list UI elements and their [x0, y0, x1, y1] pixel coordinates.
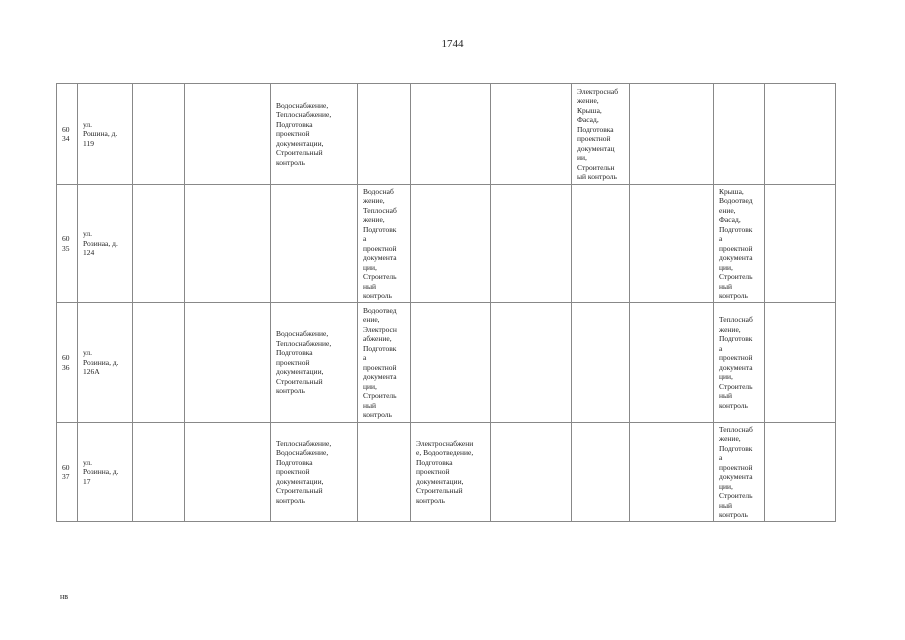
footer-mark: нв — [60, 592, 69, 601]
works-cell — [271, 185, 358, 303]
cell-empty — [491, 185, 572, 303]
row-number: 60 36 — [57, 303, 78, 423]
works-cell: Водоснаб жение, Теплоснаб жение, Подготовк а проектной документа ции, Строитель ный контроль — [358, 185, 411, 303]
cell-empty — [630, 185, 714, 303]
cell-empty — [765, 423, 836, 522]
cell-empty — [491, 84, 572, 185]
cell-empty — [630, 84, 714, 185]
cell-empty — [185, 84, 271, 185]
street-address: ул. Розинна, д. 17 — [78, 423, 133, 522]
table-row — [57, 423, 836, 522]
works-cell: Крыша, Водоотвед ение, Фасад, Подготовк а проектной документа ции, Строитель ный контроль — [714, 185, 765, 303]
cell-empty — [185, 423, 271, 522]
cell-empty — [491, 423, 572, 522]
cell-empty — [491, 303, 572, 423]
cell-empty — [133, 185, 185, 303]
works-cell — [572, 423, 630, 522]
works-cell — [572, 303, 630, 423]
row-number: 60 35 — [57, 185, 78, 303]
works-cell — [358, 84, 411, 185]
works-cell: Электроснабжени е, Водоотведение, Подготовка проектной документации, Строительный контроль — [411, 423, 491, 522]
table-row — [57, 185, 836, 303]
cell-empty — [185, 303, 271, 423]
row-number: 60 37 — [57, 423, 78, 522]
cell-empty — [765, 303, 836, 423]
row-number: 60 34 — [57, 84, 78, 185]
works-cell — [572, 185, 630, 303]
works-cell: Водоснабжение, Теплоснабжение, Подготовка проектной документации, Строительный контроль — [271, 303, 358, 423]
cell-empty — [630, 423, 714, 522]
table-row — [57, 303, 836, 423]
cell-empty — [765, 185, 836, 303]
works-cell — [411, 185, 491, 303]
works-cell: Водоотвед ение, Электросн абжение, Подготовк а проектной документа ции, Строитель ный контроль — [358, 303, 411, 423]
cell-empty — [133, 84, 185, 185]
street-address: ул. Рошина, д. 119 — [78, 84, 133, 185]
cell-empty — [765, 84, 836, 185]
street-address: ул. Розиниа, д. 126А — [78, 303, 133, 423]
works-cell: Электроснаб жение, Крыша, Фасад, Подготовка проектной документац ии, Строительн ый контроль — [572, 84, 630, 185]
works-cell: Теплоснаб жение, Подготовк а проектной документа ции, Строитель ный контроль — [714, 303, 765, 423]
cell-empty — [133, 423, 185, 522]
works-cell — [358, 423, 411, 522]
works-cell — [714, 84, 765, 185]
works-cell: Теплоснабжение, Водоснабжение, Подготовка проектной документации, Строительный контроль — [271, 423, 358, 522]
works-cell: Водоснабжение, Теплоснабжение, Подготовка проектной документации, Строительный контроль — [271, 84, 358, 185]
table-row — [57, 84, 836, 185]
page-number: 1744 — [441, 38, 464, 50]
cell-empty — [133, 303, 185, 423]
cell-empty — [630, 303, 714, 423]
works-cell — [411, 84, 491, 185]
cell-empty — [185, 185, 271, 303]
works-cell: Теплоснаб жение, Подготовк а проектной документа ции, Строитель ный контроль — [714, 423, 765, 522]
works-table — [56, 83, 836, 522]
works-cell — [411, 303, 491, 423]
street-address: ул. Розинаа, д. 124 — [78, 185, 133, 303]
